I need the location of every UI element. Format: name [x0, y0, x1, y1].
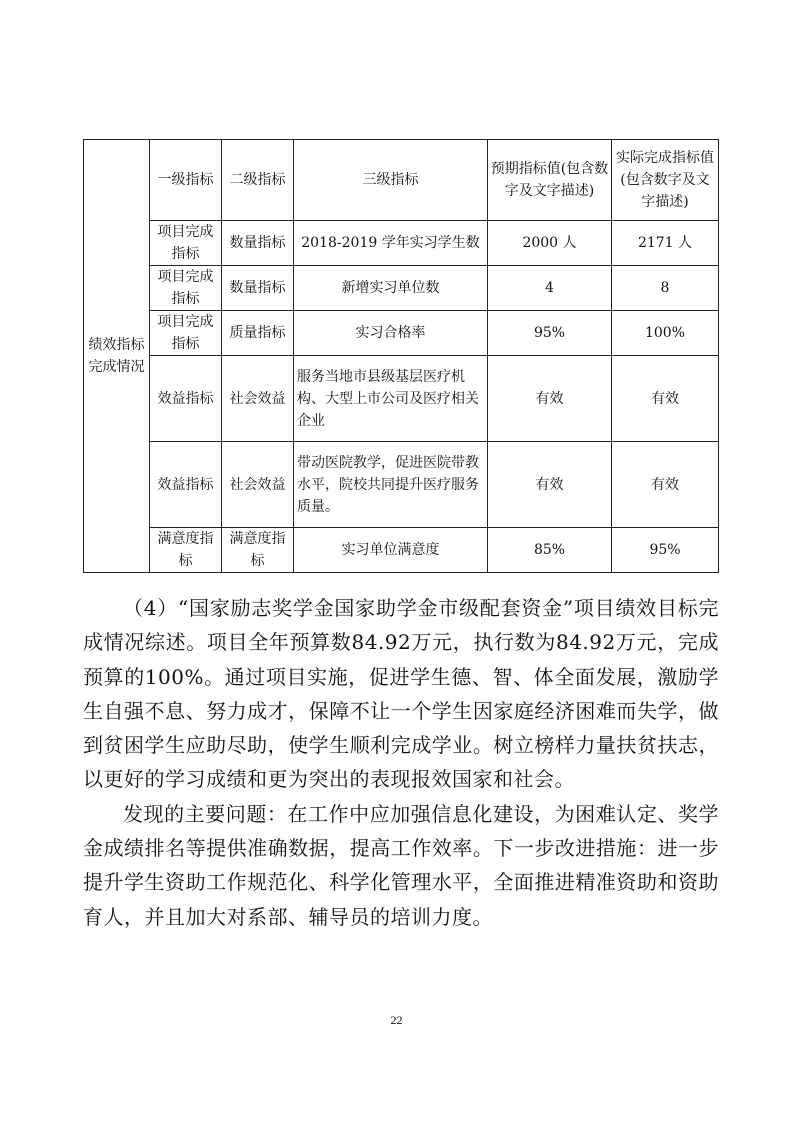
cell-actual: 有效	[612, 356, 719, 442]
cell-expected: 95%	[488, 311, 612, 356]
cell-level1: 项目完成指标	[150, 221, 222, 266]
cell-expected: 4	[488, 266, 612, 311]
table-row	[84, 356, 719, 442]
table-row	[84, 266, 719, 311]
header-expected: 预期指标值(包含数字及文字描述)	[488, 140, 612, 221]
cell-level2: 社会效益	[222, 442, 294, 528]
paragraph-issues: 发现的主要问题：在工作中应加强信息化建设，为困难认定、奖学金成绩排名等提供准确数据，提高工作效率。下一步改进措施：进一步提升学生资助工作规范化、科学化管理水平，全面推进精准资助和资助育人，并且加大对系部、辅导员的培训力度。	[83, 801, 719, 929]
cell-level3: 实习合格率	[294, 311, 488, 356]
header-actual: 实际完成指标值(包含数字及文字描述)	[612, 140, 719, 221]
body-text	[83, 591, 719, 934]
cell-level2: 数量指标	[222, 221, 294, 266]
cell-level1: 满意度指标	[150, 528, 222, 573]
performance-indicator-table	[83, 139, 719, 573]
cell-expected: 有效	[488, 442, 612, 528]
cell-actual: 8	[612, 266, 719, 311]
cell-expected: 2000 人	[488, 221, 612, 266]
cell-level3: 新增实习单位数	[294, 266, 488, 311]
header-level1: 一级指标	[150, 140, 222, 221]
cell-level2: 质量指标	[222, 311, 294, 356]
table-row	[84, 442, 719, 528]
section-label-cell: 绩效指标完成情况	[84, 140, 150, 573]
cell-level2: 社会效益	[222, 356, 294, 442]
cell-actual: 95%	[612, 528, 719, 573]
cell-level3: 实习单位满意度	[294, 528, 488, 573]
cell-level1: 项目完成指标	[150, 266, 222, 311]
cell-actual: 有效	[612, 442, 719, 528]
cell-level1: 效益指标	[150, 442, 222, 528]
cell-level2: 满意度指标	[222, 528, 294, 573]
cell-actual: 2171 人	[612, 221, 719, 266]
table-row	[84, 221, 719, 266]
cell-actual: 100%	[612, 311, 719, 356]
cell-expected: 有效	[488, 356, 612, 442]
cell-level3: 带动医院教学，促进医院带教水平，院校共同提升医疗服务质量。	[294, 442, 488, 528]
page-number: 22	[390, 1013, 403, 1027]
table-row	[84, 311, 719, 356]
paragraph-summary: （4）“国家励志奖学金国家助学金市级配套资金”项目绩效目标完成情况综述。项目全年预算数84.92万元，执行数为84.92万元，完成预算的100%。通过项目实施，促进学生德、智、体全面发展，激励学生自强不息、努力成才，保障不让一个学生因家庭经济困难而失学，做到贫困学生应助尽助，使学生顺利完成学业。树立榜样力量扶贫扶志，以更好的学习成绩和更为突出的表现报效国家和社会。	[83, 596, 719, 792]
cell-level3: 2018-2019 学年实习学生数	[294, 221, 488, 266]
cell-level1: 项目完成指标	[150, 311, 222, 356]
cell-level3: 服务当地市县级基层医疗机构、大型上市公司及医疗相关企业	[294, 356, 488, 442]
table-header-row	[84, 140, 719, 221]
cell-expected: 85%	[488, 528, 612, 573]
table-row	[84, 528, 719, 573]
cell-level1: 效益指标	[150, 356, 222, 442]
header-level2: 二级指标	[222, 140, 294, 221]
header-level3: 三级指标	[294, 140, 488, 221]
cell-level2: 数量指标	[222, 266, 294, 311]
